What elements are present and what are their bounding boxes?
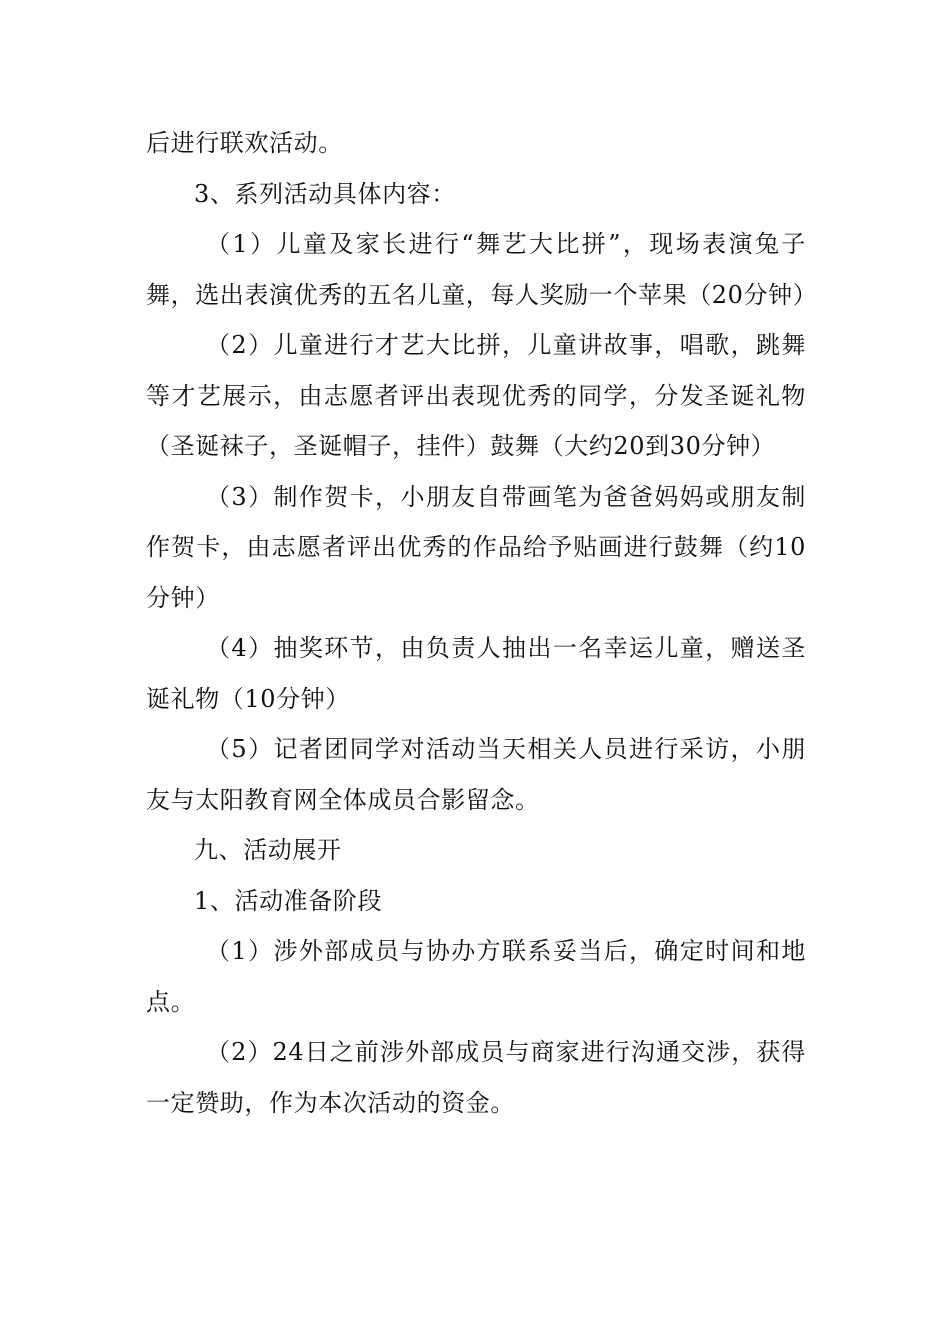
paragraph-section-heading: 3、系列活动具体内容： [194,179,456,208]
paragraph-item-1: （1）儿童及家长进行“舞艺大比拼”，现场表演兔子舞，选出表演优秀的五名儿童，每人奖励一个苹果（20分钟） [146,230,818,309]
paragraph-item-4: （4）抽奖环节，由负责人抽出一名幸运儿童，赠送圣诞礼物（10分钟） [146,634,806,713]
document-body [146,118,818,1128]
paragraph-prep-2: （2）24日之前涉外部成员与商家进行沟通交涉，获得一定赞助，作为本次活动的资金。 [146,1038,806,1117]
subsection-heading-preparation: 1、活动准备阶段 [194,886,383,915]
section-heading-activity: 九、活动展开 [194,836,342,864]
paragraph-prep-1: （1）涉外部成员与协办方联系妥当后，确定时间和地点。 [146,937,806,1016]
paragraph-item-5: （5）记者团同学对活动当天相关人员进行采访，小朋友与太阳教育网全体成员合影留念。 [146,735,806,814]
paragraph-continuation: 后进行联欢活动。 [146,129,343,157]
paragraph-item-2: （2）儿童进行才艺大比拼，儿童讲故事，唱歌，跳舞等才艺展示，由志愿者评出表现优秀的同学，分发圣诞礼物（圣诞袜子，圣诞帽子，挂件）鼓舞（大约20到30分钟） [146,331,806,460]
paragraph-item-3: （3）制作贺卡，小朋友自带画笔为爸爸妈妈或朋友制作贺卡，由志愿者评出优秀的作品给予贴画进行鼓舞（约10分钟） [146,482,806,612]
